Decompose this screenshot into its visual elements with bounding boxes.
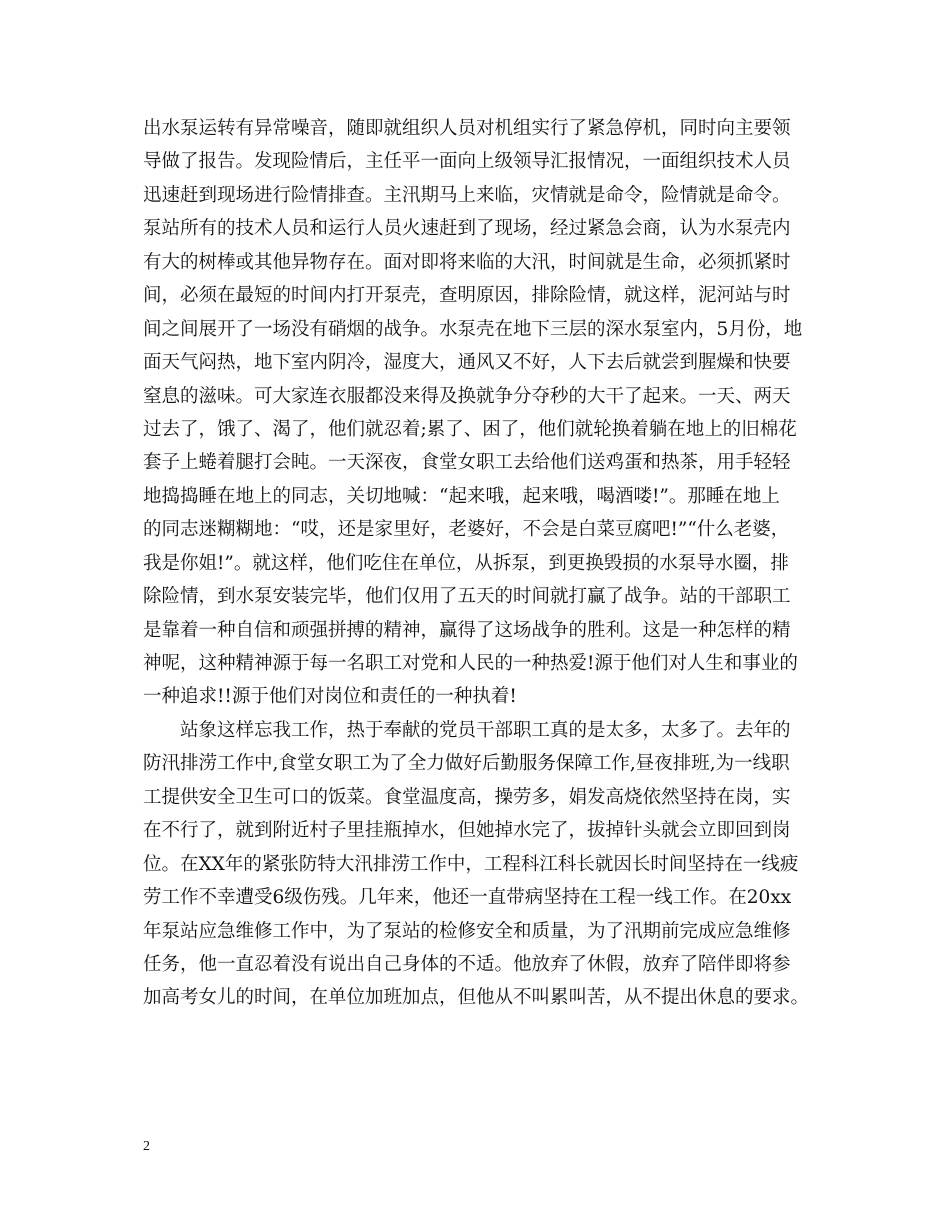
text-line: 套子上蜷着腿打会盹。一天深夜，食堂女职工去给他们送鸡蛋和热茶，用手轻轻 xyxy=(143,452,791,474)
text-line: 面天气闷热，地下室内阴冷，湿度大，通风又不好，人下去后就尝到腥燥和快要 xyxy=(143,352,791,374)
text-line: 劳工作不幸遭受6级伤残。几年来，他还一直带病坚持在工程一线工作。在20xx xyxy=(143,887,792,909)
text-line: 站象这样忘我工作，热于奉献的党员干部职工真的是太多，太多了。去年的 xyxy=(143,719,791,741)
text-line: 任务，他一直忍着没有说出自己身体的不适。他放弃了休假，放弃了陪伴即将参 xyxy=(143,953,791,975)
text-line: 间，必须在最短的时间内打开泵壳，查明原因，排除险情，就这样，泥河站与时 xyxy=(143,285,791,307)
text-line: 位。在XX年的紧张防特大汛排涝工作中，工程科江科长就因长时间坚持在一线疲 xyxy=(143,853,799,875)
body-text xyxy=(143,112,833,1015)
text-line: 防汛排涝工作中,食堂女职工为了全力做好后勤服务保障工作,昼夜排班,为一线职 xyxy=(143,753,790,775)
text-line: 是靠着一种自信和顽强拼搏的精神，赢得了这场战争的胜利。这是一种怎样的精 xyxy=(143,619,791,641)
text-line: 除险情，到水泵安装完毕，他们仅用了五天的时间就打赢了战争。站的干部职工 xyxy=(143,586,791,608)
text-line: 导做了报告。发现险情后，主任平一面向上级领导汇报情况，一面组织技术人员 xyxy=(143,151,791,173)
text-line: 在不行了，就到附近村子里挂瓶掉水，但她掉水完了，拔掉针头就会立即回到岗 xyxy=(143,820,791,842)
text-line: 地捣捣睡在地上的同志，关切地喊：“起来哦，起来哦，喝酒喽!”。那睡在地上 xyxy=(143,485,780,507)
text-line: 有大的树棒或其他异物存在。面对即将来临的大汛，时间就是生命，必须抓紧时 xyxy=(143,251,791,273)
text-line: 神呢，这种精神源于每一名职工对党和人民的一种热爱!源于他们对人生和事业的 xyxy=(143,653,798,674)
text-line: 窒息的滋味。可大家连衣服都没来得及换就争分夺秒的大干了起来。一天、两天 xyxy=(143,385,791,407)
text-line: 我是你姐!”。就这样，他们吃住在单位，从拆泵，到更换毁损的水泵导水圈，排 xyxy=(143,552,789,574)
text-line: 泵站所有的技术人员和运行人员火速赶到了现场，经过紧急会商，认为水泵壳内 xyxy=(143,218,791,240)
text-line: 的同志迷糊糊地：“哎，还是家里好，老婆好，不会是白菜豆腐吧!”“什么老婆， xyxy=(143,519,790,541)
page-number: 2 xyxy=(143,1139,150,1154)
text-line: 过去了，饿了、渴了，他们就忍着;累了、困了，他们就轮换着躺在地上的旧棉花 xyxy=(143,418,797,440)
text-line: 年泵站应急维修工作中，为了泵站的检修安全和质量，为了汛期前完成应急维修 xyxy=(143,920,791,942)
text-line: 工提供安全卫生可口的饭菜。食堂温度高，操劳多，娟发高烧依然坚持在岗，实 xyxy=(143,786,791,808)
text-line: 迅速赶到现场进行险情排查。主汛期马上来临，灾情就是命令，险情就是命令。 xyxy=(143,184,791,206)
text-line: 加高考女儿的时间，在单位加班加点，但他从不叫累叫苦，从不提出休息的要求。 xyxy=(143,987,810,1009)
text-line: 间之间展开了一场没有硝烟的战争。水泵壳在地下三层的深水泵室内，5月份，地 xyxy=(143,318,803,340)
text-line: 出水泵运转有异常噪音，随即就组织人员对机组实行了紧急停机，同时向主要领 xyxy=(143,118,791,139)
text-line: 一种追求!!源于他们对岗位和责任的一种执着! xyxy=(143,686,517,708)
